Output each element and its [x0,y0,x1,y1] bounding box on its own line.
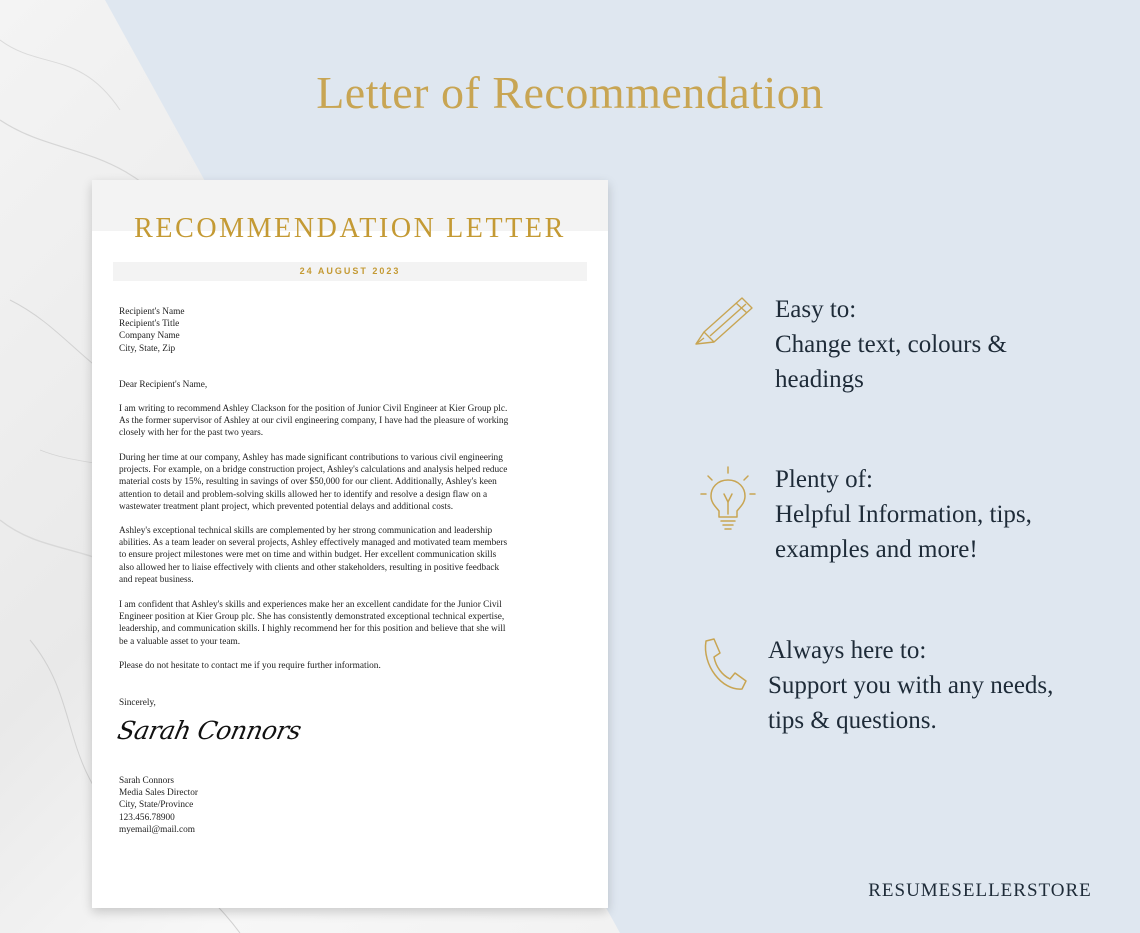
recipient-line: Recipient's Name [119,307,185,317]
paragraph-4 [119,599,587,648]
phone-icon [698,635,748,699]
closing [119,697,587,709]
paragraph-line: abilities. As a team leader on several projects, Ashley effectively managed and motivated team members [119,538,508,549]
feature-line: Easy to: [775,296,857,323]
handwritten-signature: Sarah Connors [114,716,304,745]
recipient-line: Recipient's Title [119,319,180,330]
paragraph-5 [119,660,587,672]
pen-icon [690,292,760,356]
paragraph-line: Engineer position at Kier Group plc. She has consistently demonstrated exceptional technical expertise, [119,612,505,623]
feature-line: Support you with any needs, [768,672,1054,699]
paragraph-line: be a valuable asset to your team. [119,636,241,647]
paragraph-line: attention to detail and problem-solving skills allowed her to identify and resolve a design flaw on a [119,489,488,500]
paragraph-3 [119,525,587,586]
sender-line: Media Sales Director [119,788,198,799]
paragraph-line: closely with her for the past two years. [119,428,264,439]
feature-text [775,462,1032,567]
paragraph-line: leadership, and communication skills. I highly recommend her for this position and believe that she will [119,624,506,635]
feature-line: examples and more! [775,536,978,563]
feature-line: Change text, colours & [775,331,1007,358]
feature-line: Helpful Information, tips, [775,501,1032,528]
recipient-line: Company Name [119,331,180,342]
paragraph-line: I am confident that Ashley's skills and experiences make her an excellent candidate for the Junior Civil [119,600,502,610]
paragraph-line: I am writing to recommend Ashley Clackson for the position of Junior Civil Engineer at Kier Group plc. [119,404,508,414]
paragraph-line: also allowed her to liaise effectively with clients and other stakeholders, resulting in positive feedback [119,562,500,573]
recipient-block [119,306,587,355]
letter-date: 24 AUGUST 2023 [113,262,587,281]
feature-line: Plenty of: [775,466,873,493]
paragraph-line: Ashley's exceptional technical skills are complemented by her strong communication and leadership [119,526,493,536]
letter-document [92,180,608,908]
brand-name: RESUMESELLERSTORE [868,880,1092,901]
paragraph-line: material costs by 15%, resulting in savings of over $50,000 for our client. Additionally, Ashley's keen [119,477,497,488]
page-headline: Letter of Recommendation [316,67,824,118]
paragraph-line: projects. For example, on a bridge construction project, Ashley's calculations and analysis helped reduce [119,465,508,476]
sender-line: 123.456.78900 [119,812,175,823]
salutation-text: Dear Recipient's Name, [119,380,208,390]
paragraph-line: and repeat business. [119,574,194,585]
paragraph-line: As the former supervisor of Ashley at our civil engineering company, I have had the pleasure of working [119,416,509,427]
feature-line: headings [775,366,864,393]
sender-block [119,775,587,836]
lightbulb-icon [698,464,758,538]
paragraph-line: wastewater treatment plant project, which prevented potential delays and additional costs. [119,501,454,512]
paragraph-line: Please do not hesitate to contact me if you require further information. [119,661,381,671]
salutation [119,379,587,391]
paragraph-1 [119,403,587,440]
feature-text [775,292,1007,397]
sender-line: myemail@mail.com [119,824,195,835]
paragraph-2 [119,452,587,513]
paragraph-line: During her time at our company, Ashley has made significant contributions to various civil engineering [119,453,503,463]
recipient-line: City, State, Zip [119,343,176,354]
paragraph-line: to ensure project milestones were met on time and within budget. Her excellent communication skills [119,550,497,561]
sender-line: City, State/Province [119,800,194,811]
feature-text [768,633,1053,738]
feature-line: Always here to: [768,637,927,664]
sender-line: Sarah Connors [119,776,175,786]
feature-line: tips & questions. [768,707,937,734]
closing-text: Sincerely, [119,698,156,708]
letter-title: RECOMMENDATION LETTER [134,213,566,244]
